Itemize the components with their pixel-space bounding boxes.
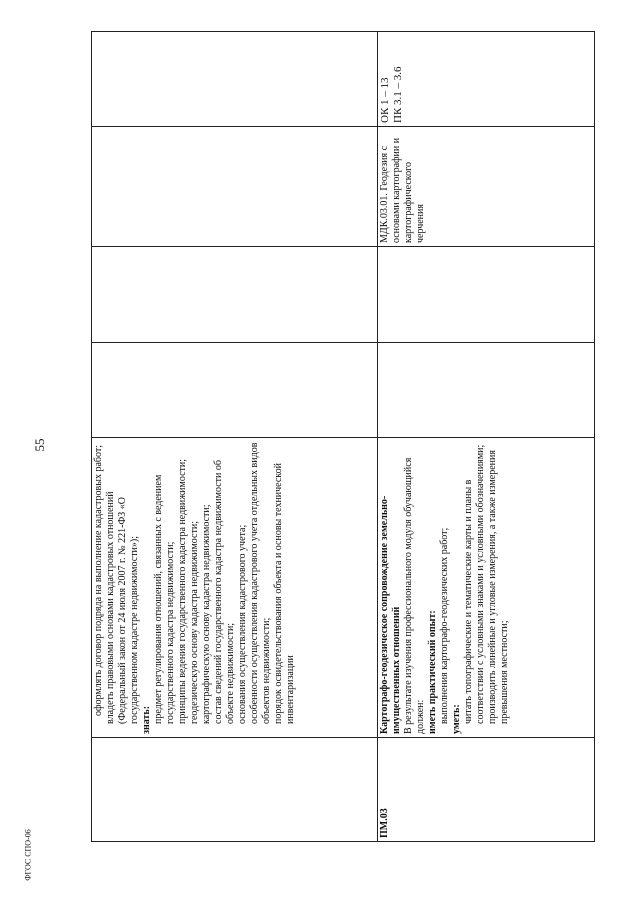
content-paragraph: геодезическую основу кадастра недвижимости; — [189, 521, 200, 724]
content-paragraph: оформлять договор подряда на выполнение кадастровых работ; — [93, 444, 104, 716]
content-cell — [92, 438, 378, 738]
table-row — [92, 32, 378, 842]
content-paragraph: знать: — [141, 705, 152, 734]
content-paragraph: картографическую основу кадастра недвижимости; — [201, 504, 212, 724]
content-paragraph: иметь практический опыт: — [427, 610, 438, 734]
content-paragraph: состав сведений государственного кадастра недвижимости об объекте недвижимости; — [213, 460, 236, 724]
content-paragraph: основания осуществления кадастрового учета; — [237, 524, 248, 724]
content-cell — [378, 438, 595, 738]
competencies-cell — [92, 32, 378, 127]
mdk-cell — [92, 127, 378, 247]
hours-cell — [378, 247, 595, 343]
content-paragraph: особенности осуществления кадастрового учета отдельных видов объектов недвижимости; — [249, 442, 272, 724]
content-paragraph: читать топографические и тематические карты и планы в соответствии с условными знаками и условными обозначениями; — [463, 444, 486, 724]
rotated-table-wrapper — [91, 32, 594, 842]
curriculum-table — [91, 31, 595, 842]
content-paragraph: владеть правовыми основами кадастровых отношений (Федеральный закон от 24 июля 2007 г. № 221-ФЗ «О государственном кадастре недвижимости»); — [105, 491, 140, 724]
content-paragraph: принципы ведения государственного кадастра недвижимости; — [177, 458, 188, 724]
mdk-cell: МДК.03.01. Геодезия с основами картографии и картографического черчения — [378, 127, 595, 247]
table-row — [378, 32, 595, 842]
page-number: 55 — [32, 438, 47, 452]
content-paragraph: производить линейные и угловые измерения, а также измерения превышения местности; — [487, 450, 510, 724]
content-paragraph: Картографо-геодезическое сопровождение земельно-имущественных отношений — [379, 495, 402, 734]
max-load-cell — [92, 343, 378, 438]
index-cell — [92, 738, 378, 842]
footer-code: ФГОС СПО-06 — [23, 829, 33, 881]
content-paragraph: предмет регулирования отношений, связанных с ведением государственного кадастра недвижимости; — [153, 474, 176, 724]
content-paragraph: порядок освидетельствования объекта и основы технической инвентаризации — [273, 462, 296, 724]
index-cell: ПМ.03 — [378, 738, 595, 842]
content-paragraph: В результате изучения профессионального модуля обучающийся должен: — [403, 457, 426, 734]
hours-cell — [92, 247, 378, 343]
content-paragraph: выполнения картографо-геодезических работ; — [439, 527, 450, 724]
max-load-cell — [378, 343, 595, 438]
competencies-cell: ОК 1 – 13 ПК 3.1 – 3.6 — [378, 32, 595, 127]
content-paragraph: уметь: — [451, 704, 462, 734]
